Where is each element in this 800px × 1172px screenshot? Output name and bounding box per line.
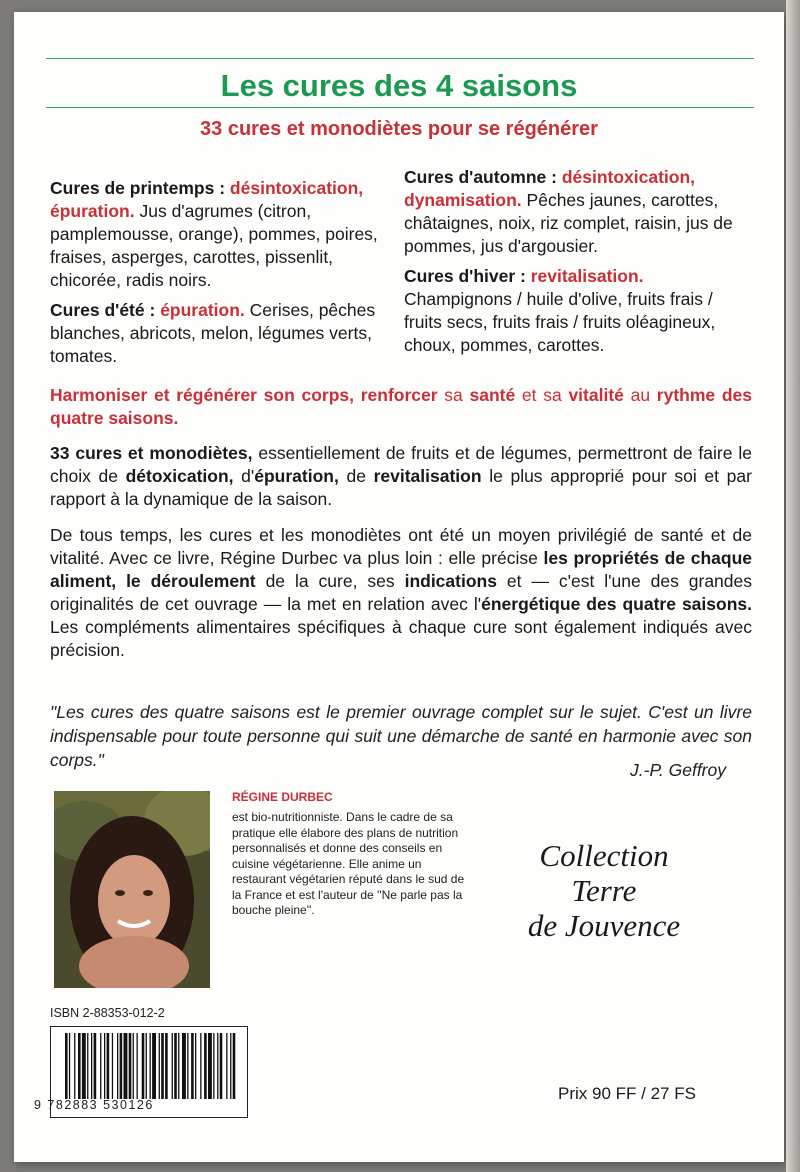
barcode-bar	[129, 1033, 132, 1099]
right-column	[404, 166, 744, 364]
winter-heading: Cures d'hiver :	[404, 266, 526, 286]
p1-bold-3: épuration,	[254, 466, 339, 486]
p2-text-2: de la cure, ses	[265, 571, 395, 591]
tagline-g: rythme des quatre saisons.	[50, 385, 753, 428]
p2-bold-2: indications	[404, 571, 497, 591]
barcode-bar	[82, 1033, 86, 1099]
subtitle: 33 cures et monodiètes pour se régénérer	[200, 118, 598, 140]
barcode-bar	[191, 1033, 194, 1099]
p1-bold-2: détoxication,	[125, 466, 234, 486]
tagline-a: Harmoniser et régénérer son corps, renforcer	[50, 385, 438, 405]
tagline-c: santé	[469, 385, 516, 405]
spring-red: désintoxication, épuration.	[50, 178, 364, 221]
barcode-bar	[120, 1033, 123, 1099]
barcode-bar	[150, 1033, 151, 1099]
p2-bold-1: les propriétés de chaque aliment, le déroulement	[50, 548, 752, 591]
barcode-bar	[208, 1033, 212, 1099]
quote-author: J.-P. Geffroy	[630, 760, 726, 780]
p1-text-1: essentiellement de fruits et de légumes, permettront de faire le choix de	[50, 443, 752, 486]
barcode-bar	[124, 1033, 128, 1099]
barcode-bar	[159, 1033, 160, 1099]
author-bio: est bio-nutritionniste. Dans le cadre de sa pratique elle élabore des plans de nutrition personnalisés et donne des conseils en cuisine végétarienne. Elle anime un restaurant végétarien réputé dans le sud de la France et est l'auteur de ''Ne parle pas la bouche pleine''.	[232, 810, 465, 917]
spring-cures	[50, 177, 382, 292]
winter-cures	[404, 265, 744, 357]
barcode-bar	[174, 1033, 177, 1099]
barcode-bar	[217, 1033, 218, 1099]
paragraph-1	[50, 442, 752, 511]
barcode-bar	[69, 1033, 70, 1099]
left-column	[50, 177, 382, 375]
winter-red: revitalisation.	[530, 266, 644, 286]
barcode-bar	[133, 1033, 134, 1099]
barcode-bar	[100, 1033, 101, 1099]
barcode-bar	[220, 1033, 223, 1099]
barcode-bar	[104, 1033, 105, 1099]
p1-text-2: d'	[241, 466, 255, 486]
barcode-bar	[195, 1033, 196, 1099]
book-back-cover	[14, 12, 784, 1162]
p1-text-3: de	[346, 466, 366, 486]
ean-number: 9 782883 530126	[34, 1098, 154, 1112]
barcode-bar	[165, 1033, 168, 1099]
autumn-text: Pêches jaunes, carottes, châtaignes, noix, riz complet, raisin, jus de pommes, jus d'argousier.	[404, 190, 733, 256]
tagline-d: et sa	[521, 385, 562, 405]
winter-text: Champignons / huile d'olive, fruits frais / fruits secs, fruits frais / fruits oléagineux, choux, pommes, carottes.	[404, 289, 716, 355]
spring-text: Jus d'agrumes (citron, pamplemousse, orange), pommes, poires, fraises, asperges, carottes, pissenlit, chicorée, radis noirs.	[50, 201, 378, 290]
isbn: ISBN 2-88353-012-2	[50, 1006, 165, 1020]
tagline-f: au	[630, 385, 651, 405]
summer-text: Cerises, pêches blanches, abricots, melon, légumes verts, tomates.	[50, 300, 376, 366]
barcode-bar	[117, 1033, 118, 1099]
tagline-e: vitalité	[568, 385, 624, 405]
author-name: RÉGINE DURBEC	[232, 790, 333, 804]
barcode-bar	[233, 1033, 236, 1099]
p2-text-3: et — c'est l'une des grandes originalités de cet ouvrage — la met en relation avec l'	[50, 571, 753, 614]
autumn-heading: Cures d'automne :	[404, 167, 557, 187]
paragraph-2	[50, 524, 752, 662]
p1-text-4: le plus approprié pour soi et par rapport à la dynamique de la saison.	[50, 466, 752, 509]
tagline	[50, 384, 752, 430]
barcode-bar	[94, 1033, 97, 1099]
barcode-bar	[65, 1033, 68, 1099]
barcode-bar	[204, 1033, 207, 1099]
autumn-cures	[404, 166, 744, 258]
collection-line-3: de Jouvence	[527, 908, 681, 943]
summer-heading: Cures d'été :	[50, 300, 156, 320]
barcode-bar	[172, 1033, 173, 1099]
summer-red: épuration.	[160, 300, 245, 320]
barcode-bar	[107, 1033, 110, 1099]
barcode-bar	[187, 1033, 188, 1099]
title-rule	[46, 107, 754, 108]
summer-cures	[50, 299, 382, 368]
p2-bold-3: énergétique des quatre saisons.	[481, 594, 752, 614]
price: Prix 90 FF / 27 FS	[558, 1084, 696, 1103]
tagline-b: sa	[444, 385, 463, 405]
book-title: Les cures des 4 saisons	[220, 68, 578, 103]
barcode-bar	[137, 1033, 138, 1099]
barcode-bar	[146, 1033, 147, 1099]
book-spine-edge	[786, 0, 800, 1172]
spring-heading: Cures de printemps :	[50, 178, 226, 198]
barcode-bar	[87, 1033, 88, 1099]
p2-text-4: Les compléments alimentaires spécifiques à chaque cure sont également indiqués avec précision.	[50, 617, 752, 660]
barcode-bar	[161, 1033, 164, 1099]
author-photo	[54, 791, 210, 988]
p1-bold-4: revitalisation	[373, 466, 482, 486]
barcode-bar	[152, 1033, 156, 1099]
barcode-bar	[178, 1033, 179, 1099]
barcode-bar	[226, 1033, 227, 1099]
barcode-bar	[112, 1033, 113, 1099]
p2-text-1: De tous temps, les cures et les monodiètes ont été un moyen privilégié de santé et de vitalité. Avec ce livre, Régine Durbec va plus loin : elle précise	[50, 525, 752, 568]
barcode-bar	[142, 1033, 145, 1099]
collection-line-2: Terre	[571, 873, 637, 908]
p1-bold-1: 33 cures et monodiètes,	[50, 443, 253, 463]
top-rule	[46, 58, 754, 59]
collection-line-1: Collection	[539, 838, 669, 873]
barcode-bar	[200, 1033, 201, 1099]
barcode-bar	[182, 1033, 186, 1099]
barcode-bar	[78, 1033, 81, 1099]
quote: "Les cures des quatre saisons est le premier ouvrage complet sur le sujet. C'est un livre indispensable pour toute personne qui suit une démarche de santé en harmonie avec son corps."	[50, 702, 752, 770]
autumn-red: désintoxication, dynamisation.	[404, 167, 696, 210]
barcode-bar	[74, 1033, 75, 1099]
barcode-bar	[230, 1033, 231, 1099]
barcode-bar	[213, 1033, 214, 1099]
collection-name	[484, 838, 724, 943]
barcode-bar	[91, 1033, 92, 1099]
